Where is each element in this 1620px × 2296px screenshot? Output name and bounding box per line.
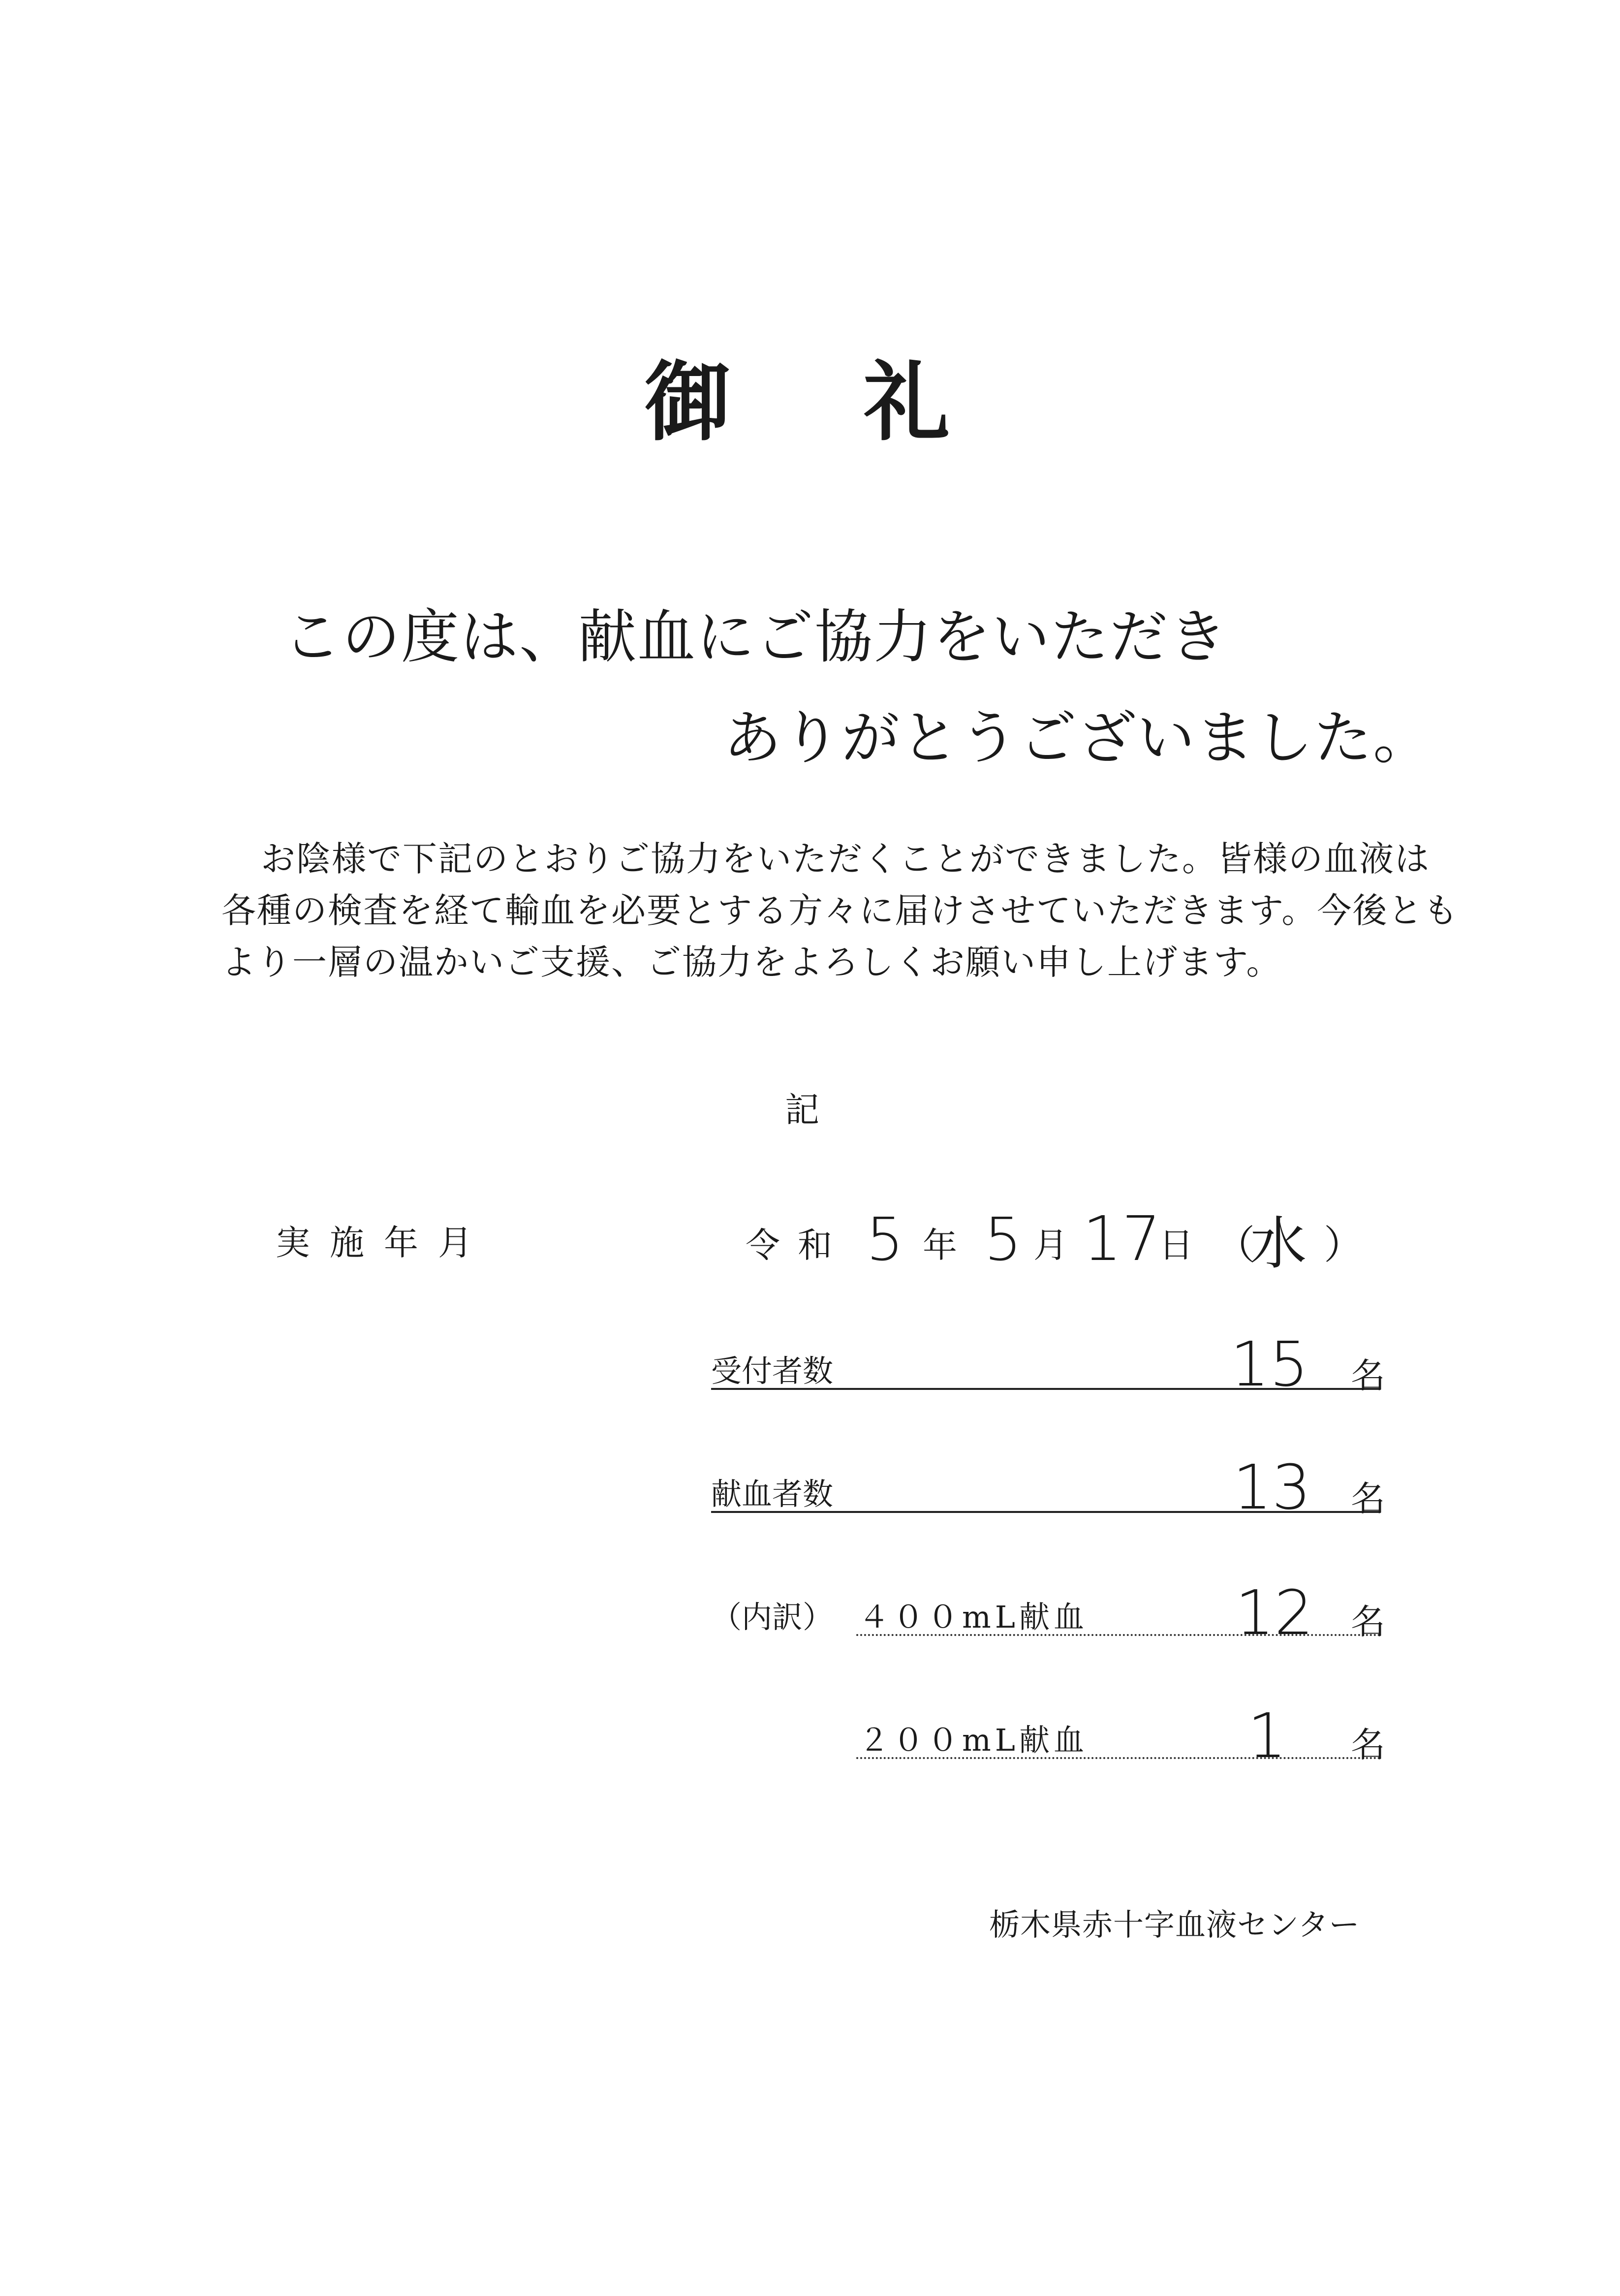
- handwritten-weekday: 水: [1250, 1211, 1307, 1277]
- ml200-label: ２００mL献血: [859, 1722, 1088, 1758]
- handwritten-donors-count: 13: [1233, 1452, 1311, 1523]
- era-label: 令和: [746, 1225, 850, 1265]
- ki-heading: 記: [785, 1090, 819, 1130]
- ml200-dotted-line: [856, 1757, 1380, 1759]
- donors-unit: 名: [1351, 1478, 1385, 1519]
- body-text-line-3: より一層の温かいご支援、ご協力をよろしくお願い申し上げます。: [221, 942, 1282, 982]
- body-text-line-2: 各種の検査を経て輸血を必要とする方々に届けさせていただきます。今後とも: [221, 890, 1459, 931]
- organization-name: 栃木県赤十字血液センター: [989, 1907, 1360, 1943]
- greeting-line-2: ありがとうございました。: [723, 704, 1433, 772]
- handwritten-registered-count: 15: [1230, 1329, 1309, 1400]
- ml400-label: ４００mL献血: [859, 1599, 1088, 1635]
- year-unit: 年: [923, 1225, 957, 1265]
- handwritten-200ml-count: 1: [1247, 1700, 1287, 1772]
- date-label: 実施年月: [276, 1223, 492, 1263]
- weekday-paren-close: ）: [1324, 1222, 1363, 1268]
- breakdown-label: （内訳）: [711, 1599, 834, 1635]
- handwritten-month: 5: [984, 1206, 1022, 1274]
- ml400-unit: 名: [1351, 1602, 1385, 1642]
- weekday-paren-open: （: [1215, 1222, 1255, 1268]
- registered-label: 受付者数: [711, 1353, 834, 1389]
- day-unit: 日: [1159, 1225, 1193, 1265]
- handwritten-year: 5: [866, 1206, 904, 1274]
- handwritten-400ml-count: 12: [1235, 1577, 1314, 1649]
- donors-label: 献血者数: [711, 1476, 834, 1512]
- handwritten-day: 17: [1083, 1203, 1161, 1275]
- registered-unit: 名: [1351, 1355, 1385, 1396]
- greeting-line-1: この度は、献血にご協力をいただき: [283, 603, 1228, 671]
- ml200-unit: 名: [1351, 1725, 1385, 1765]
- page-title: 御礼: [645, 352, 1083, 453]
- month-unit: 月: [1033, 1225, 1068, 1265]
- body-text-line-1: お陰様で下記のとおりご協力をいただくことができました。皆様の血液は: [261, 839, 1430, 879]
